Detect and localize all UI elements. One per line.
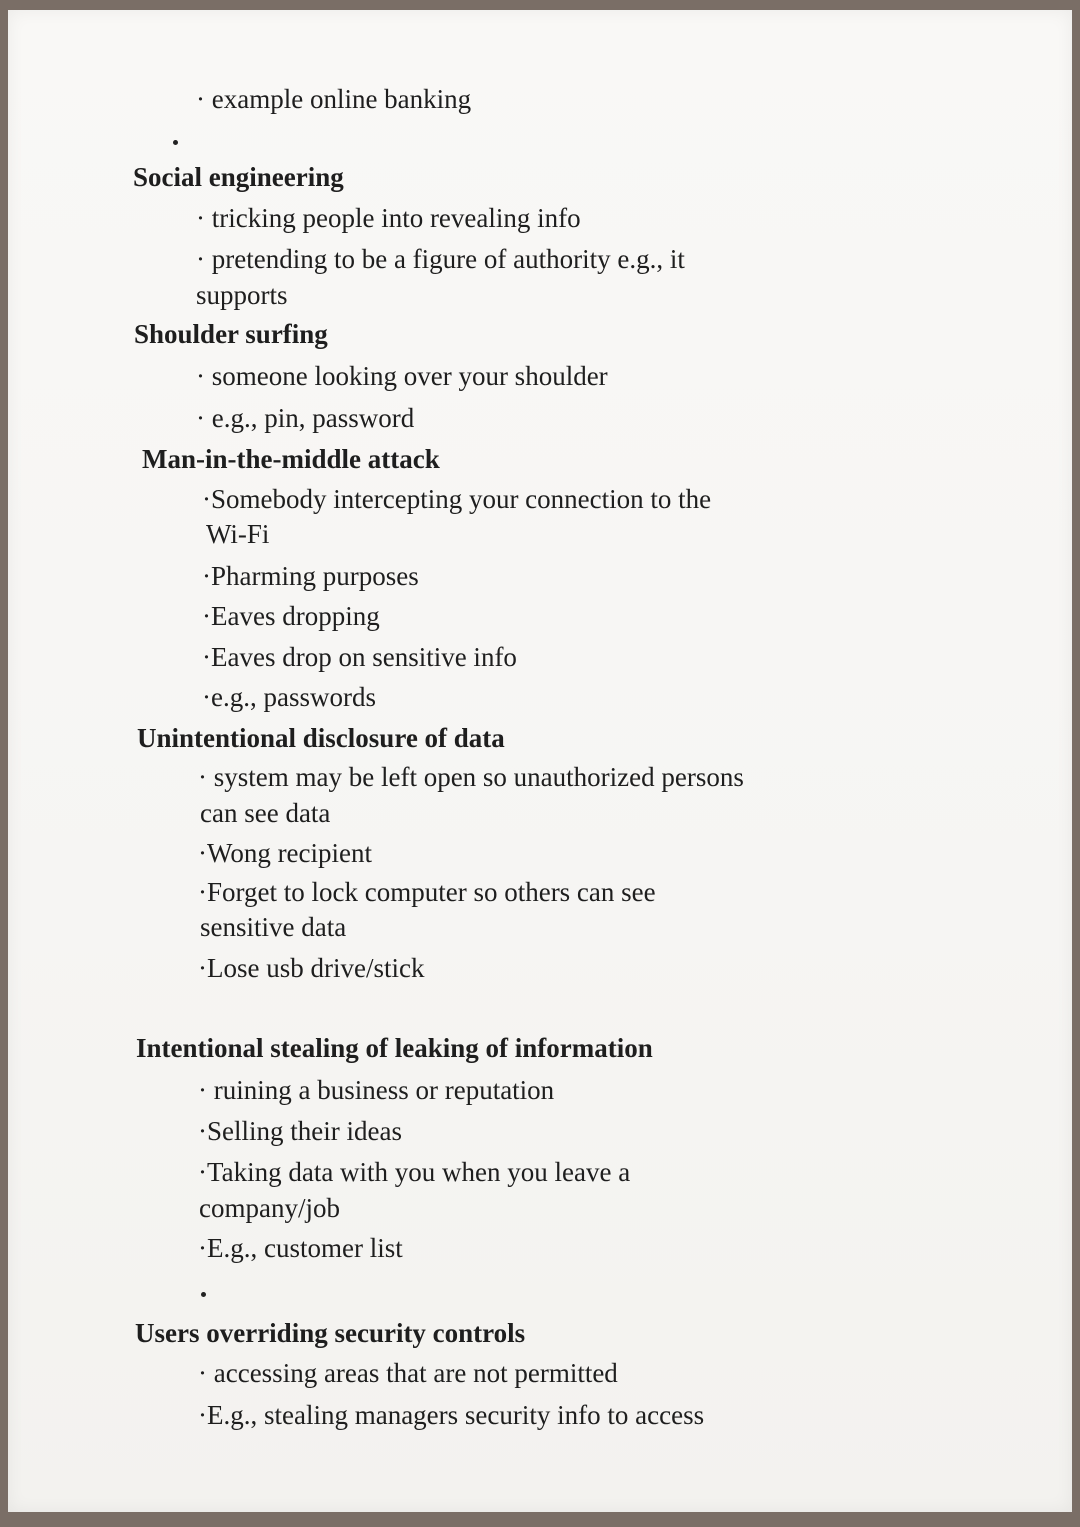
list-item: ·Selling their ideas xyxy=(198,1116,402,1146)
list-item-continuation: company/job xyxy=(199,1193,340,1223)
list-item: · e.g., pin, password xyxy=(196,403,415,433)
list-item: ·E.g., stealing managers security info to access xyxy=(198,1400,705,1430)
list-item: · accessing areas that are not permitted xyxy=(198,1358,618,1388)
list-item: · ruining a business or reputation xyxy=(198,1075,555,1105)
section-heading-shoulder-surfing: Shoulder surfing xyxy=(134,319,328,349)
list-item: ·Eaves dropping xyxy=(202,601,380,631)
section-heading-man-in-the-middle: Man-in-the-middle attack xyxy=(142,444,440,474)
list-item: · system may be left open so unauthorized persons xyxy=(198,762,744,792)
stray-bullet xyxy=(173,140,178,145)
list-item: ·e.g., passwords xyxy=(202,682,376,712)
section-heading-intentional-stealing: Intentional stealing of leaking of information xyxy=(136,1033,653,1063)
list-item: ·Pharming purposes xyxy=(202,561,419,591)
list-item: · someone looking over your shoulder xyxy=(196,361,608,391)
section-heading-social-engineering: Social engineering xyxy=(133,162,344,192)
list-item: ·Eaves drop on sensitive info xyxy=(202,642,517,672)
list-item-continuation: Wi-Fi xyxy=(206,519,270,549)
list-item-continuation: can see data xyxy=(200,798,331,828)
list-item: ·Wong recipient xyxy=(198,838,373,868)
stray-bullet xyxy=(201,1292,206,1297)
list-item-continuation: supports xyxy=(196,280,288,310)
section-heading-users-overriding: Users overriding security controls xyxy=(135,1318,526,1348)
list-item-continuation: sensitive data xyxy=(200,912,347,942)
list-item: ·Lose usb drive/stick xyxy=(198,953,425,983)
list-item: ·E.g., customer list xyxy=(198,1233,403,1263)
list-item: · tricking people into revealing info xyxy=(196,203,581,233)
list-item: · example online banking xyxy=(196,84,472,114)
document-page xyxy=(8,10,1072,1512)
list-item: ·Taking data with you when you leave a xyxy=(198,1157,631,1187)
list-item: ·Somebody intercepting your connection to the xyxy=(202,484,712,514)
list-item: ·Forget to lock computer so others can see xyxy=(198,877,656,907)
section-heading-unintentional-disclosure: Unintentional disclosure of data xyxy=(137,723,505,753)
list-item: · pretending to be a figure of authority e.g., it xyxy=(196,244,685,274)
